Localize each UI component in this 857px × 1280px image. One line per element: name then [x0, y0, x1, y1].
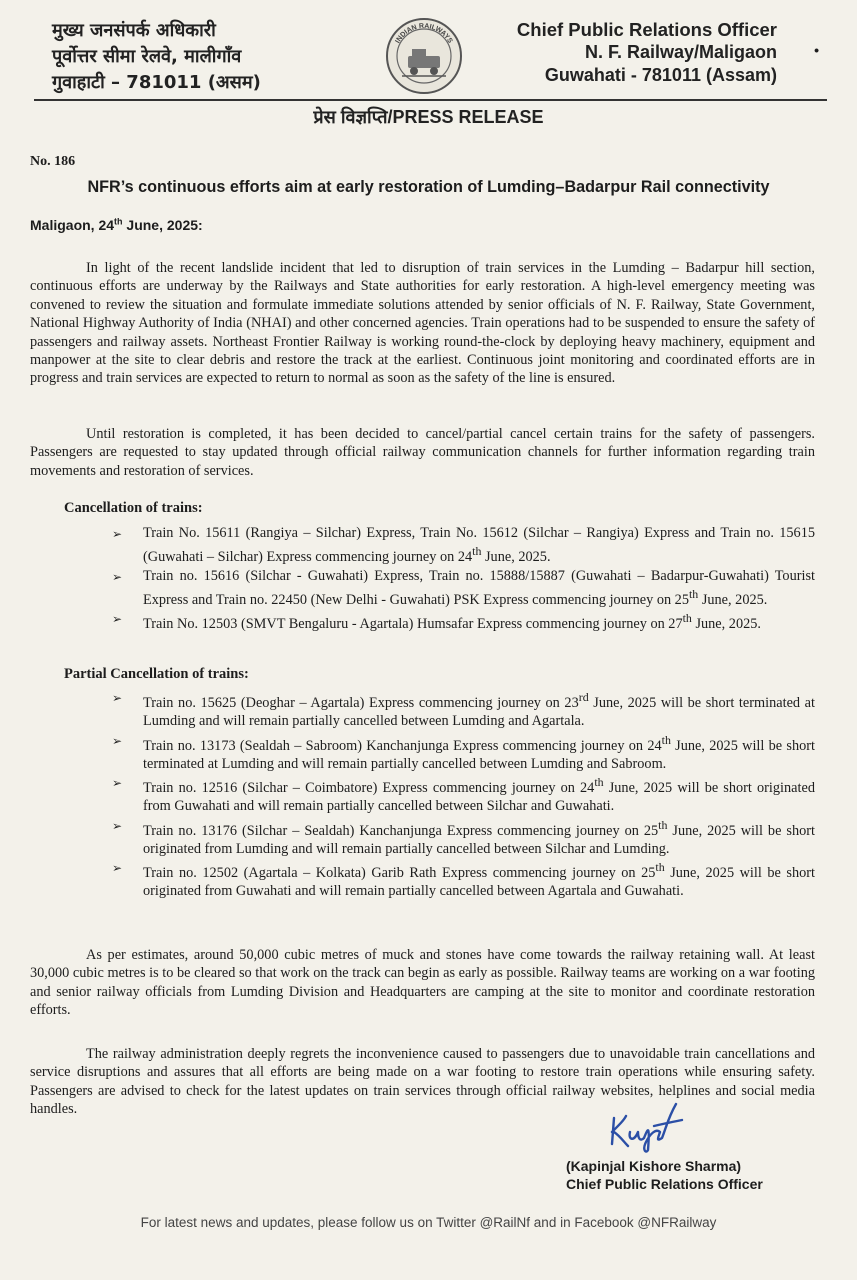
- arrow-bullet-icon: ➢: [112, 733, 123, 748]
- arrow-bullet-icon: ➢: [112, 861, 123, 876]
- arrow-bullet-icon: ➢: [112, 612, 123, 627]
- arrow-bullet-icon: ➢: [112, 569, 123, 584]
- reference-number: No. 186: [30, 154, 76, 169]
- list-item: ➢ Train No. 12503 (SMVT Bengaluru - Agartala) Humsafar Express commencing journey on 27th June, 2025.: [112, 611, 761, 632]
- letterhead-english: [477, 18, 777, 87]
- letterhead-hindi-line: मुख्य जनसंपर्क अधिकारी: [52, 20, 216, 41]
- letterhead-english-line: Guwahati - 781011 (Assam): [544, 65, 777, 85]
- signatory-title: Chief Public Relations Officer: [566, 1176, 763, 1192]
- arrow-bullet-icon: ➢: [112, 818, 123, 833]
- headline: NFR’s continuous efforts aim at early restoration of Lumding–Badarpur Rail connectivity: [87, 178, 770, 196]
- cancellation-list: [112, 524, 815, 633]
- emblem-text: INDIAN RAILWAYS: [394, 22, 454, 45]
- paragraph-landslide: In light of the recent landslide incident that led to disruption of train services in the Lumding – Badarpur hill section, continuous efforts are underway by the Railways and State authorities for early restoration. A high-level emergency meeting was convened to review the situation and formulate immediate solutions attended by senior officials of N. F. Railway, State Government, National Highway Authority of India (NHAI) and other concerned agencies. Train operations had to be suspended to ensure the safety of passengers and railway assets. Northeast Frontier Railway is working round-the-clock by deploying heavy machinery, equipment and manpower at the site to clear debris and restore the track at the earliest. Continuous joint monitoring and coordinated efforts are in progress and train services are expected to return to normal as soon as the safety of the line is ensured.: [30, 260, 815, 387]
- list-item: ➢ Train no. 13176 (Silchar – Sealdah) Kanchanjunga Express commencing journey on 25th June, 2025 will be short originated from Lumding and will remain partially cancelled between Silchar and Lumding.: [112, 817, 815, 857]
- arrow-bullet-icon: ➢: [112, 527, 123, 541]
- list-item: ➢ Train no. 12502 (Agartala – Kolkata) Garib Rath Express commencing journey on 25th June, 2025 will be short originated from Guwahati and will remain partially cancelled between Agartala and Guwahati.: [112, 860, 815, 900]
- letterhead-hindi: [52, 18, 312, 96]
- partial-cancellation-list: [112, 688, 815, 901]
- cancellation-heading: Cancellation of trains:: [64, 500, 203, 516]
- letterhead-hindi-line: गुवाहाटी – 781011 (असम): [52, 72, 261, 93]
- arrow-bullet-icon: ➢: [112, 691, 123, 705]
- footer-social: For latest news and updates, please follow us on Twitter @RailNf and in Facebook @NFRailway: [140, 1215, 717, 1230]
- list-item: ➢ Train No. 15611 (Rangiya – Silchar) Express, Train No. 15612 (Silchar – Rangiya) Express and Train no. 15615 (Guwahati – Silchar) Express commencing journey on 24th June, 2025.: [112, 525, 815, 566]
- signatory-name: (Kapinjal Kishore Sharma): [566, 1158, 742, 1174]
- list-item: ➢ Train no. 15625 (Deoghar – Agartala) Express commencing journey on 23rd June, 2025 will be short terminated at Lumding and will remain partially cancelled between Lumding and Agartala.: [112, 690, 815, 730]
- signature-icon: [606, 1098, 686, 1156]
- letterhead-divider: [34, 99, 827, 101]
- dateline: Maligaon, 24th June, 2025:: [30, 216, 203, 233]
- letterhead-english-line: Chief Public Relations Officer: [516, 19, 777, 40]
- list-item: ➢ Train no. 13173 (Sealdah – Sabroom) Kanchanjunga Express commencing journey on 24th June, 2025 will be short terminated at Lumding and will remain partially cancelled between Lumding and Sabroom.: [112, 732, 816, 772]
- indian-railways-emblem-icon: [384, 16, 464, 96]
- list-item: ➢ Train no. 15616 (Silchar - Guwahati) Express, Train no. 15888/15887 (Guwahati – Badarpur-Guwahati) Tourist Express and Train no. 22450 (New Delhi - Guwahati) PSK Express commencing journey on 25th June, 2025.: [112, 567, 815, 608]
- paragraph-restoration: Until restoration is completed, it has been decided to cancel/partial cancel certain trains for the safety of passengers. Passengers are requested to stay updated through official railway communication channels for further information regarding train movements and restoration of services.: [30, 426, 815, 479]
- list-item: ➢ Train no. 12516 (Silchar – Coimbatore) Express commencing journey on 24th June, 2025 will be short originated from Guwahati and will remain partially cancelled between Silchar and Guwahati.: [112, 775, 815, 815]
- letterhead-english-line: N. F. Railway/Maligaon: [584, 42, 777, 62]
- press-release-title: प्रेस विज्ञप्ति/PRESS RELEASE: [313, 107, 544, 127]
- letterhead-hindi-line: पूर्वोत्तर सीमा रेलवे, मालीगाँव: [52, 46, 242, 67]
- paragraph-muck-estimate: As per estimates, around 50,000 cubic metres of muck and stones have come towards the railway retaining wall. At least 30,000 cubic metres is to be cleared so that work on the track can begin as early as possible. Railway teams are working on a war footing and senior railway officials from Lumding Division and Headquarters are camping at the site to monitor and coordinate restoration efforts.: [30, 947, 815, 1019]
- stray-mark: •: [814, 42, 819, 58]
- paragraph-regret: The railway administration deeply regrets the inconvenience caused to passengers due to unavoidable train cancellations and service disruptions and assures that all efforts are being made on a war footing to restore train operations while ensuring safety. Passengers are advised to check for the latest updates on train services through official railway websites, helplines and social media handles.: [30, 1046, 815, 1118]
- partial-cancellation-heading: Partial Cancellation of trains:: [64, 666, 249, 682]
- arrow-bullet-icon: ➢: [112, 776, 123, 791]
